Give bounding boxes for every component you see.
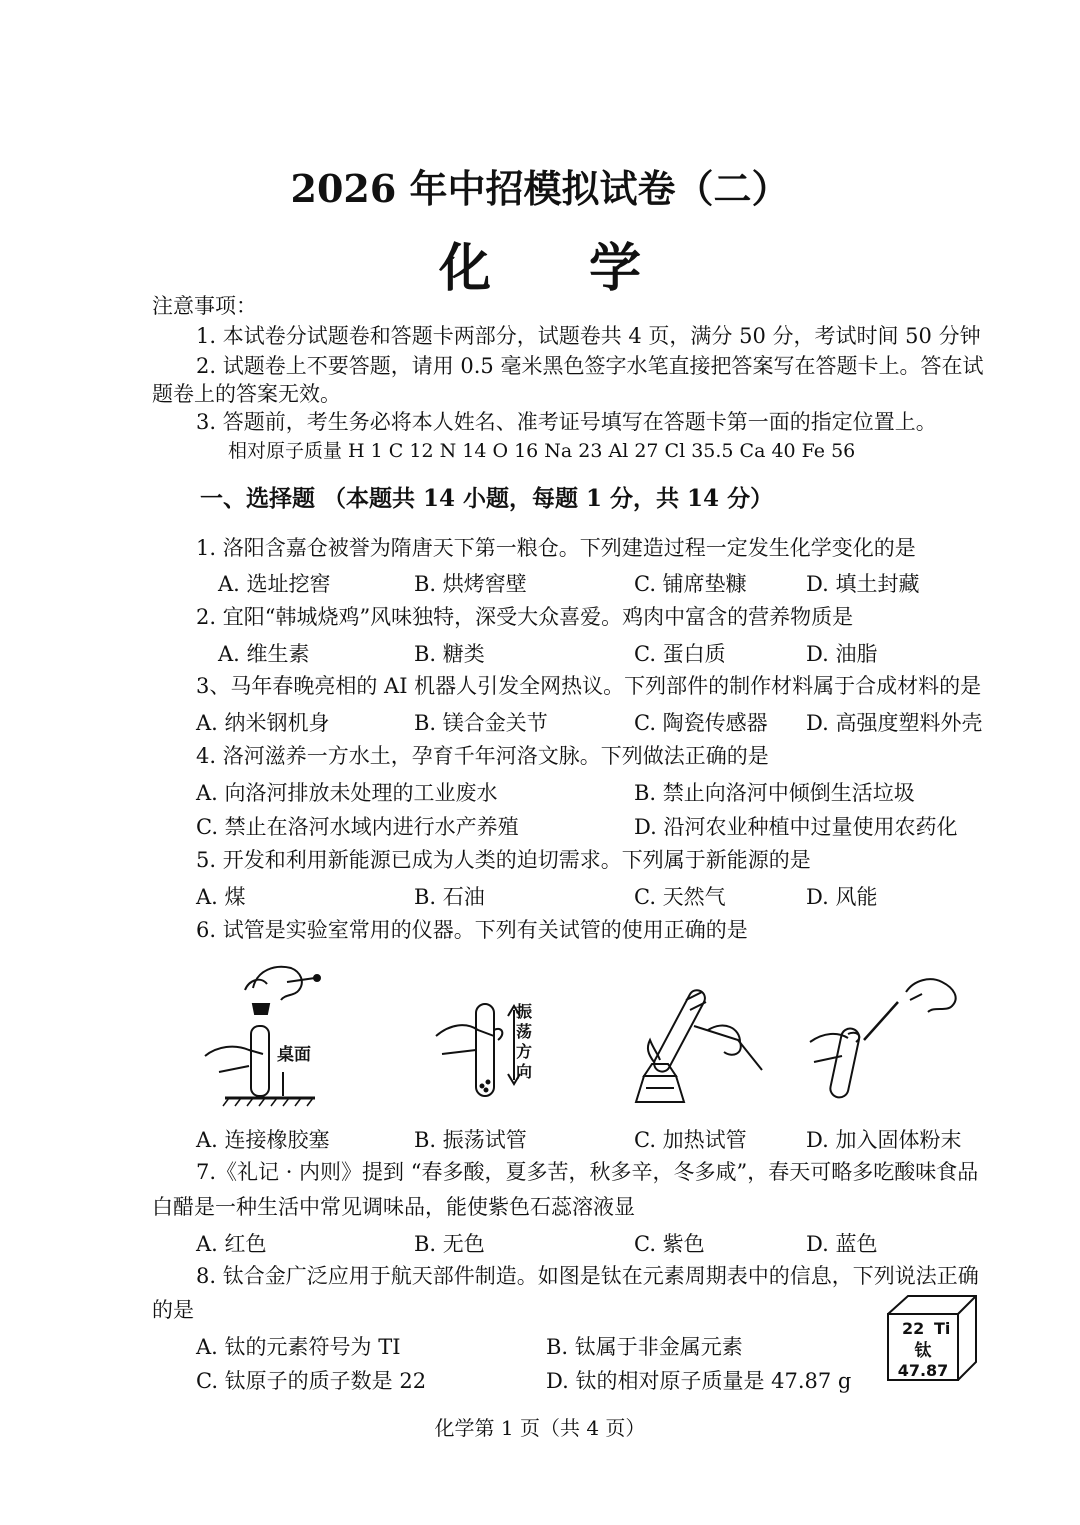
direction-char-1: 振 — [516, 1002, 533, 1021]
question-1-option-b: B. 烘烤窖壁 — [414, 572, 527, 596]
question-6-stem: 6. 试管是实验室常用的仪器。下列有关试管的使用正确的是 — [196, 918, 748, 942]
question-3-option-d: D. 高强度塑料外壳 — [806, 711, 983, 735]
question-1-option-d: D. 填土封藏 — [806, 572, 920, 596]
titanium-element-card — [884, 1292, 984, 1392]
question-1-stem: 1. 洛阳含嘉仓被誉为隋唐天下第一粮仓。下列建造过程一定发生化学变化的是 — [196, 536, 916, 560]
question-6-option-c: C. 加热试管 — [634, 1128, 747, 1152]
figure-a-rubber-stopper — [205, 960, 335, 1110]
figure-d-adding-powder — [810, 972, 970, 1102]
element-number: 22 — [902, 1319, 925, 1338]
element-symbol: Ti — [934, 1319, 951, 1338]
question-7-option-a: A. 红色 — [196, 1232, 267, 1256]
direction-char-4: 向 — [516, 1062, 533, 1081]
question-7-option-c: C. 紫色 — [634, 1232, 705, 1256]
element-name: 钛 — [914, 1341, 932, 1361]
question-3-stem: 3、马年春晚亮相的 AI 机器人引发全网热议。下列部件的制作材料属于合成材料的是 — [196, 674, 982, 698]
question-8-option-a: A. 钛的元素符号为 TI — [196, 1335, 401, 1359]
question-3-option-b: B. 镁合金关节 — [414, 711, 548, 735]
notice-item-3: 3. 答题前，考生务必将本人姓名、准考证号填写在答题卡第一面的指定位置上。 — [196, 410, 937, 434]
notice-item-2-cont: 题卷上的答案无效。 — [152, 382, 341, 406]
question-5-option-a: A. 煤 — [196, 885, 246, 909]
question-7-option-b: B. 无色 — [414, 1232, 485, 1256]
section-heading: 一、选择题 （本题共 14 小题，每题 1 分，共 14 分） — [200, 485, 774, 512]
question-2-option-b: B. 糖类 — [414, 642, 485, 666]
question-2-option-a: A. 维生素 — [218, 642, 310, 666]
notice-item-1: 1. 本试卷分试题卷和答题卡两部分，试题卷共 4 页，满分 50 分，考试时间 50 分钟 — [196, 324, 981, 348]
question-5-stem: 5. 开发和利用新能源已成为人类的迫切需求。下列属于新能源的是 — [196, 848, 811, 872]
question-4-option-b: B. 禁止向洛河中倾倒生活垃圾 — [634, 781, 915, 805]
question-1-option-a: A. 选址挖窖 — [218, 572, 331, 596]
question-3-option-a: A. 纳米钢机身 — [196, 711, 330, 735]
question-1-option-c: C. 铺席垫糠 — [634, 572, 747, 596]
question-2-option-d: D. 油脂 — [806, 642, 878, 666]
subject-title: 化 学 — [438, 238, 682, 299]
question-7-option-d: D. 蓝色 — [806, 1232, 878, 1256]
question-6-option-d: D. 加入固体粉末 — [806, 1128, 962, 1152]
question-8-stem: 8. 钛合金广泛应用于航天部件制造。如图是钛在元素周期表中的信息，下列说法正确 — [196, 1264, 979, 1288]
question-8-stem-cont: 的是 — [152, 1298, 194, 1322]
notice-heading: 注意事项： — [152, 294, 257, 318]
figure-a-desk-label: 桌面 — [277, 1045, 311, 1065]
element-mass: 47.87 — [897, 1361, 949, 1380]
question-8-option-c: C. 钛原子的质子数是 22 — [196, 1369, 427, 1393]
page-footer: 化学第 1 页（共 4 页） — [434, 1416, 646, 1440]
question-5-option-b: B. 石油 — [414, 885, 485, 909]
figure-c-heating-tube — [628, 980, 778, 1110]
question-4-option-a: A. 向洛河排放未处理的工业废水 — [196, 781, 498, 805]
question-4-stem: 4. 洛河滋养一方水土，孕育千年河洛文脉。下列做法正确的是 — [196, 744, 769, 768]
question-5-option-c: C. 天然气 — [634, 885, 726, 909]
question-4-option-d: D. 沿河农业种植中过量使用农药化 — [634, 815, 958, 839]
atomic-mass-line: 相对原子质量 H 1 C 12 N 14 O 16 Na 23 Al 27 Cl 35.5 Ca 40 Fe 56 — [228, 440, 856, 462]
question-7-stem-cont: 白醋是一种生活中常见调味品，能使紫色石蕊溶液显 — [152, 1195, 635, 1219]
question-2-option-c: C. 蛋白质 — [634, 642, 726, 666]
question-6-option-a: A. 连接橡胶塞 — [196, 1128, 330, 1152]
question-8-option-d: D. 钛的相对原子质量是 47.87 g — [546, 1369, 852, 1393]
question-6-option-b: B. 振荡试管 — [414, 1128, 527, 1152]
question-5-option-d: D. 风能 — [806, 885, 878, 909]
question-4-option-c: C. 禁止在洛河水域内进行水产养殖 — [196, 815, 519, 839]
direction-char-2: 荡 — [516, 1022, 533, 1041]
question-2-stem: 2. 宜阳“韩城烧鸡”风味独特，深受大众喜爱。鸡肉中富含的营养物质是 — [196, 605, 854, 629]
question-3-option-c: C. 陶瓷传感器 — [634, 711, 768, 735]
notice-item-2: 2. 试题卷上不要答题，请用 0.5 毫米黑色签字水笔直接把答案写在答题卡上。答在试 — [196, 354, 984, 378]
question-7-stem: 7.《礼记 · 内则》提到 “春多酸，夏多苦，秋多辛，冬多咸”，春天可略多吃酸味食品 — [196, 1160, 979, 1184]
exam-title: 2026 年中招模拟试卷（二） — [290, 166, 790, 211]
figure-b-direction-label — [516, 1002, 536, 1082]
direction-char-3: 方 — [516, 1042, 533, 1061]
question-8-option-b: B. 钛属于非金属元素 — [546, 1335, 743, 1359]
